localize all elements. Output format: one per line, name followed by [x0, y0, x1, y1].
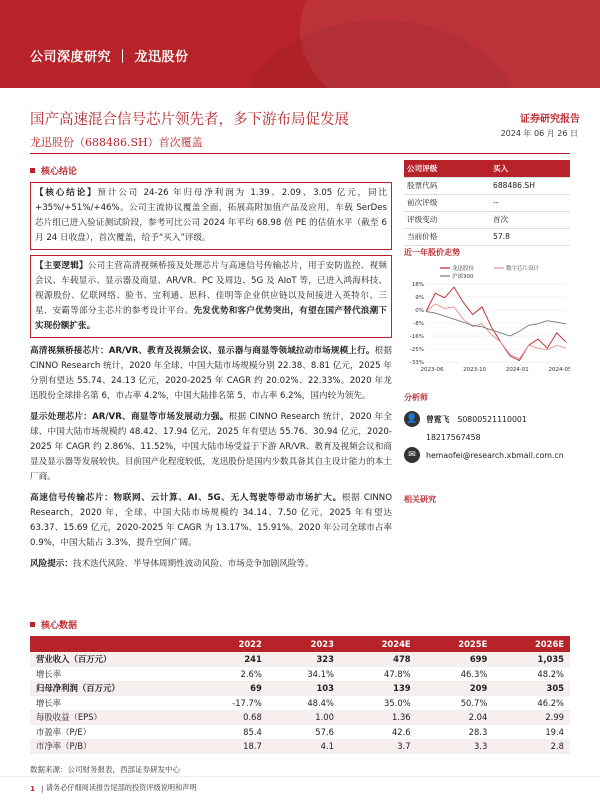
report-title: 国产高速混合信号芯片领先者，多下游布局促发展	[30, 112, 349, 128]
footer-divider	[0, 776, 600, 777]
title-divider	[30, 153, 570, 154]
rating-label: 前次评级	[404, 194, 490, 211]
lead-text: 显示处理芯片：AR/VR、商显等市场发展动力强。	[30, 412, 229, 422]
rating-value: 688486.SH	[490, 177, 570, 194]
column-header: 2026E	[493, 636, 570, 652]
legend-label: 数字芯片设计	[506, 266, 540, 272]
table-cell: 50.7%	[417, 696, 494, 711]
email-icon: ✉	[404, 447, 420, 463]
paragraph-risk	[30, 557, 392, 572]
report-type: 证券研究报告	[520, 114, 580, 125]
analyst-name: 曾霓飞	[426, 414, 450, 424]
table-cell: 139	[340, 681, 417, 696]
rating-label: 评级变动	[404, 211, 490, 228]
table-cell: 2.8	[493, 739, 570, 754]
paragraph-bridge-chip	[30, 344, 392, 404]
paragraph-logic	[30, 255, 392, 338]
footer	[30, 783, 197, 793]
legend-label: 沪深300	[452, 274, 474, 280]
row-label: 增长率	[30, 667, 190, 682]
table-row	[30, 696, 570, 711]
analyst-phone: 18217567458	[426, 432, 481, 442]
stock-trend-svg	[404, 260, 570, 376]
paragraph-display-chip	[30, 410, 392, 485]
table-cell: 2.6%	[190, 667, 268, 682]
row-label: 归母净利润（百万元）	[30, 681, 190, 696]
analyst-heading: 分析师	[404, 393, 428, 402]
table-cell: 3.3	[417, 739, 494, 754]
y-tick-label: 9%	[415, 295, 424, 301]
rating-value: 首次	[490, 211, 570, 228]
analyst-card	[404, 410, 570, 464]
table-cell: 241	[190, 652, 268, 667]
body-text: 根据 CINNO Research 统计，2020 年全球、中国大陆市场规模分别 22.38、8.81 亿元，2025 年分别有望达 55.74、24.13 亿元，2020-2025 年 CAGR 约 20.02%、22.33%。2020 年龙迅股份全球排名第 6，市占率 4.2%，中国大陆排名第 5，市占率 6.2%，国内较为领先。	[30, 346, 392, 401]
lead-text: 高速信号传输芯片：物联网、云计算、AI、5G、无人驾驶等带动市场扩大。	[30, 493, 342, 503]
y-tick-label: -25%	[409, 347, 424, 353]
rating-value: --	[490, 194, 570, 211]
rating-row	[404, 194, 570, 211]
lead-text: 风险提示：	[30, 559, 73, 569]
table-row	[30, 725, 570, 740]
summary-body	[30, 182, 392, 572]
paragraph-signal-chip	[30, 491, 392, 551]
report-date: 2024 年 06 月 26 日	[500, 129, 578, 138]
table-cell: 18.7	[190, 739, 268, 754]
x-tick-label: 2024-05	[548, 367, 570, 373]
table-row	[30, 739, 570, 754]
rating-row	[404, 228, 570, 245]
table-cell: 3.7	[340, 739, 417, 754]
rating-label: 公司评级	[404, 160, 490, 177]
table-cell: 2.04	[417, 710, 494, 725]
banner-title: 公司深度研究 ｜ 龙迅股份	[30, 50, 189, 65]
table-cell: 1,035	[493, 652, 570, 667]
legend-label: 龙迅股份	[452, 266, 475, 272]
analyst-phone-row	[404, 428, 570, 446]
rating-row	[404, 177, 570, 194]
core-data-heading	[30, 618, 77, 631]
stock-trend-title: 近一年股价走势	[404, 248, 460, 257]
table-cell: 28.3	[417, 725, 494, 740]
table-cell: 46.2%	[493, 696, 570, 711]
table-cell: 209	[417, 681, 494, 696]
table-cell: 305	[493, 681, 570, 696]
rating-label: 股票代码	[404, 177, 490, 194]
table-cell: 47.8%	[340, 667, 417, 682]
row-label: 市盈率（P/E）	[30, 725, 190, 740]
footer-disclaimer: 请务必仔细阅读报告尾部的投资评级说明和声明	[45, 783, 197, 792]
table-cell: -17.7%	[190, 696, 268, 711]
core-conclusion-heading	[30, 164, 77, 177]
table-cell: 323	[268, 652, 340, 667]
report-subtitle: 龙迅股份（688486.SH）首次覆盖	[30, 136, 203, 149]
table-cell: 4.1	[268, 739, 340, 754]
row-label: 营业收入（百万元）	[30, 652, 190, 667]
lead-text: 高清视频桥接芯片：AR/VR、教育及视频会议、显示器与商显等领域拉动市场规模上行。	[30, 346, 375, 356]
lead-text: 【核心结论】	[35, 188, 98, 198]
analyst-email[interactable]: hemaofei@research.xbmail.com.cn	[426, 450, 564, 460]
rating-table	[404, 160, 570, 246]
table-cell: 48.2%	[493, 667, 570, 682]
body-text: 公司主营高清视频桥接及处理芯片与高速信号传输芯片，用于安防监控、视频会议、车载显示、显示器及商显、AR/VR、PC 及周边、5G 及 AIoT 等，已进入鸿海科技、视源股份、亿联网络、脸书、宝利通、思科、佳明等企业供应链以及间接进入英特尔、三星、安霸等部分主芯片的参考设计平台。	[35, 261, 387, 316]
y-tick-label: -33%	[409, 360, 424, 366]
table-row	[30, 652, 570, 667]
row-label: 增长率	[30, 696, 190, 711]
table-cell: 57.6	[268, 725, 340, 740]
x-tick-label: 2024-01	[505, 367, 529, 373]
table-row	[30, 667, 570, 682]
body-text: 根据 CINNO Research，2020 年，全球、中国大陆市场规模约 34.14、7.50 亿元，2025 年有望达 63.37、15.69 亿元，2020-2025 年 CAGR 为 13.17%、15.91%。2020 年公司全球市占率 0.9%，中国大陆占 3.3%，提升空间广阔。	[30, 493, 393, 548]
column-header: 2024E	[340, 636, 417, 652]
x-tick-label: 2023-10	[463, 367, 487, 373]
rating-row	[404, 160, 570, 177]
section-title: 核心结论	[41, 167, 78, 177]
y-tick-label: -8%	[413, 321, 424, 327]
analyst-license: S0800521110001	[457, 414, 527, 424]
analyst-name-row	[404, 410, 570, 428]
table-cell: 35.0%	[340, 696, 417, 711]
stock-trend-chart	[404, 260, 570, 376]
person-icon: 👤	[404, 411, 420, 427]
y-tick-label: -16%	[409, 334, 424, 340]
table-cell: 34.1%	[268, 667, 340, 682]
body-text: 技术迭代风险、半导体周期性波动风险、市场竞争加剧风险等。	[72, 559, 314, 569]
table-cell: 69	[190, 681, 268, 696]
related-research-heading: 相关研究	[404, 495, 436, 504]
series-line-2	[426, 312, 566, 337]
rating-label: 当前价格	[404, 228, 490, 245]
square-bullet-icon	[30, 168, 35, 173]
table-cell: 699	[417, 652, 494, 667]
table-cell: 1.00	[268, 710, 340, 725]
table-header-row	[30, 636, 570, 652]
footer-separator: |	[41, 783, 46, 793]
rating-value: 买入	[490, 160, 570, 177]
x-tick-label: 2023-06	[420, 367, 444, 373]
paragraph-core	[30, 182, 392, 250]
page-number: 1	[30, 783, 36, 793]
body-text: 根据 CINNO Research 统计，2020 年全球、中国大陆市场规模约 48.42、17.94 亿元，2025 年有望达 55.76、30.94 亿元，2020-2025 年 CAGR 约 2.86%、11.52%，中国大陆市场受益于下游 AR/VR、教育及视频会议和商显及显示器等发展较快。目前国产化程度较低，龙迅股份是国内少数具备其自主设计能力的本土厂商。	[30, 412, 392, 482]
column-header: 2022	[190, 636, 268, 652]
table-cell: 85.4	[190, 725, 268, 740]
rating-value: 57.8	[490, 228, 570, 245]
row-label: 市净率（P/B）	[30, 739, 190, 754]
table-cell: 42.6	[340, 725, 417, 740]
emphasis-text: 先发优势和客户优势突出，有望在国产替代浪潮下实现份额扩张。	[35, 306, 387, 331]
column-header: 2023	[268, 636, 340, 652]
y-tick-label: 0%	[415, 308, 424, 314]
table-cell: 46.3%	[417, 667, 494, 682]
body-text: 预计公司 24-26 年归母净利润为 1.39、2.09、3.05 亿元，同比+35%/+51%/+46%。公司主流协议覆盖全面，拓展高附加值产品及应用，车载 SerDes 芯片组已进入验证测试阶段，参考可比公司 2024 年平均 68.98 倍 PE 的估值水平（截至 6 月 24 日收盘），首次覆盖，给予“买入”评级。	[35, 188, 387, 243]
data-source: 数据来源：公司财务报表，西部证券研发中心	[30, 765, 180, 774]
table-cell: 1.36	[340, 710, 417, 725]
rating-row	[404, 211, 570, 228]
analyst-email-row	[404, 446, 570, 464]
section-title: 核心数据	[41, 621, 78, 631]
lead-text: 【主要逻辑】	[35, 261, 88, 271]
table-cell: 2.99	[493, 710, 570, 725]
rating-panel	[404, 160, 570, 246]
table-cell: 19.4	[493, 725, 570, 740]
table-cell: 103	[268, 681, 340, 696]
header-banner	[0, 0, 600, 88]
y-tick-label: 18%	[411, 282, 424, 288]
table-cell: 478	[340, 652, 417, 667]
table-cell: 48.4%	[268, 696, 340, 711]
row-label: 每股收益（EPS）	[30, 710, 190, 725]
column-header	[30, 636, 190, 652]
column-header: 2025E	[417, 636, 494, 652]
table-row	[30, 681, 570, 696]
square-bullet-icon	[30, 622, 35, 627]
table-cell: 0.68	[190, 710, 268, 725]
financials-table	[30, 636, 570, 754]
table-row	[30, 710, 570, 725]
